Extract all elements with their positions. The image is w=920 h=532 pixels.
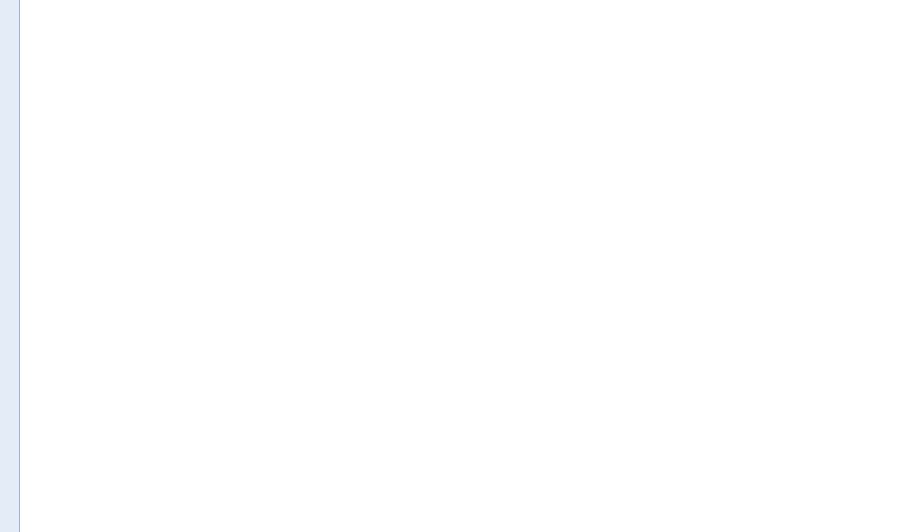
- row-header-column: [0, 0, 20, 532]
